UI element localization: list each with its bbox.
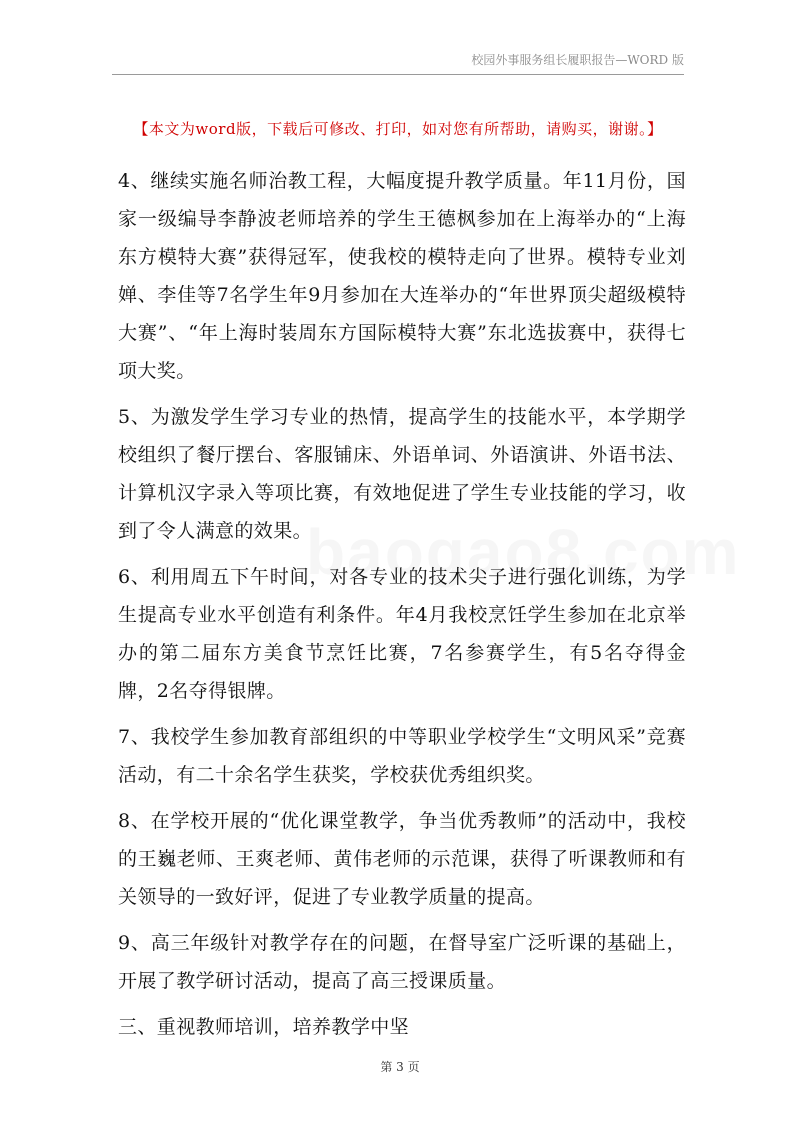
- page-footer: [0, 1058, 800, 1075]
- section-heading: 三、重视教师培训，培养教学中坚: [118, 1016, 410, 1038]
- body-text: [118, 162, 686, 1054]
- paragraph-item-9: 9、高三年级针对教学存在的问题，在督导室广泛听课的基础上，开展了教学研讨活动，提高了高三授课质量。: [118, 932, 686, 992]
- paragraph-item-5: 5、为激发学生学习专业的热情，提高学生的技能水平，本学期学校组织了餐厅摆台、客服铺床、外语单词、外语演讲、外语书法、计算机汉字录入等项比赛，有效地促进了学生专业技能的学习，收到了令人满意的效果。: [118, 406, 686, 542]
- paragraph-item-8: 8、在学校开展的“优化课堂教学，争当优秀教师”的活动中，我校的王巍老师、王爽老师、黄伟老师的示范课，获得了听课教师和有关领导的一致好评，促进了专业教学质量的提高。: [118, 810, 686, 908]
- header-title: 校园外事服务组长履职报告—WORD 版: [471, 53, 684, 67]
- download-notice: 【本文为word版，下载后可修改、打印，如对您有所帮助，请购买，谢谢。】: [133, 120, 663, 138]
- page-number: 第 3 页: [380, 1060, 420, 1074]
- paragraph-item-4: 4、继续实施名师治教工程，大幅度提升教学质量。年11月份，国家一级编导李静波老师培养的学生王德枫参加在上海举办的“上海东方模特大赛”获得冠军，使我校的模特走向了世界。模特专业刘婵、李佳等7名学生年9月参加在大连举办的“年世界顶尖超级模特大赛”、“年上海时装周东方国际模特大赛”东北选拔赛中，获得七项大奖。: [118, 170, 686, 382]
- page-header: [112, 52, 684, 75]
- paragraph-item-6: 6、利用周五下午时间，对各专业的技术尖子进行强化训练，为学生提高专业水平创造有利条件。年4月我校烹饪学生参加在北京举办的第二届东方美食节烹饪比赛，7名参赛学生，有5名夺得金牌，2名夺得银牌。: [118, 566, 686, 702]
- paragraph-item-7: 7、我校学生参加教育部组织的中等职业学校学生“文明风采”竞赛活动，有二十余名学生获奖，学校获优秀组织奖。: [118, 726, 686, 786]
